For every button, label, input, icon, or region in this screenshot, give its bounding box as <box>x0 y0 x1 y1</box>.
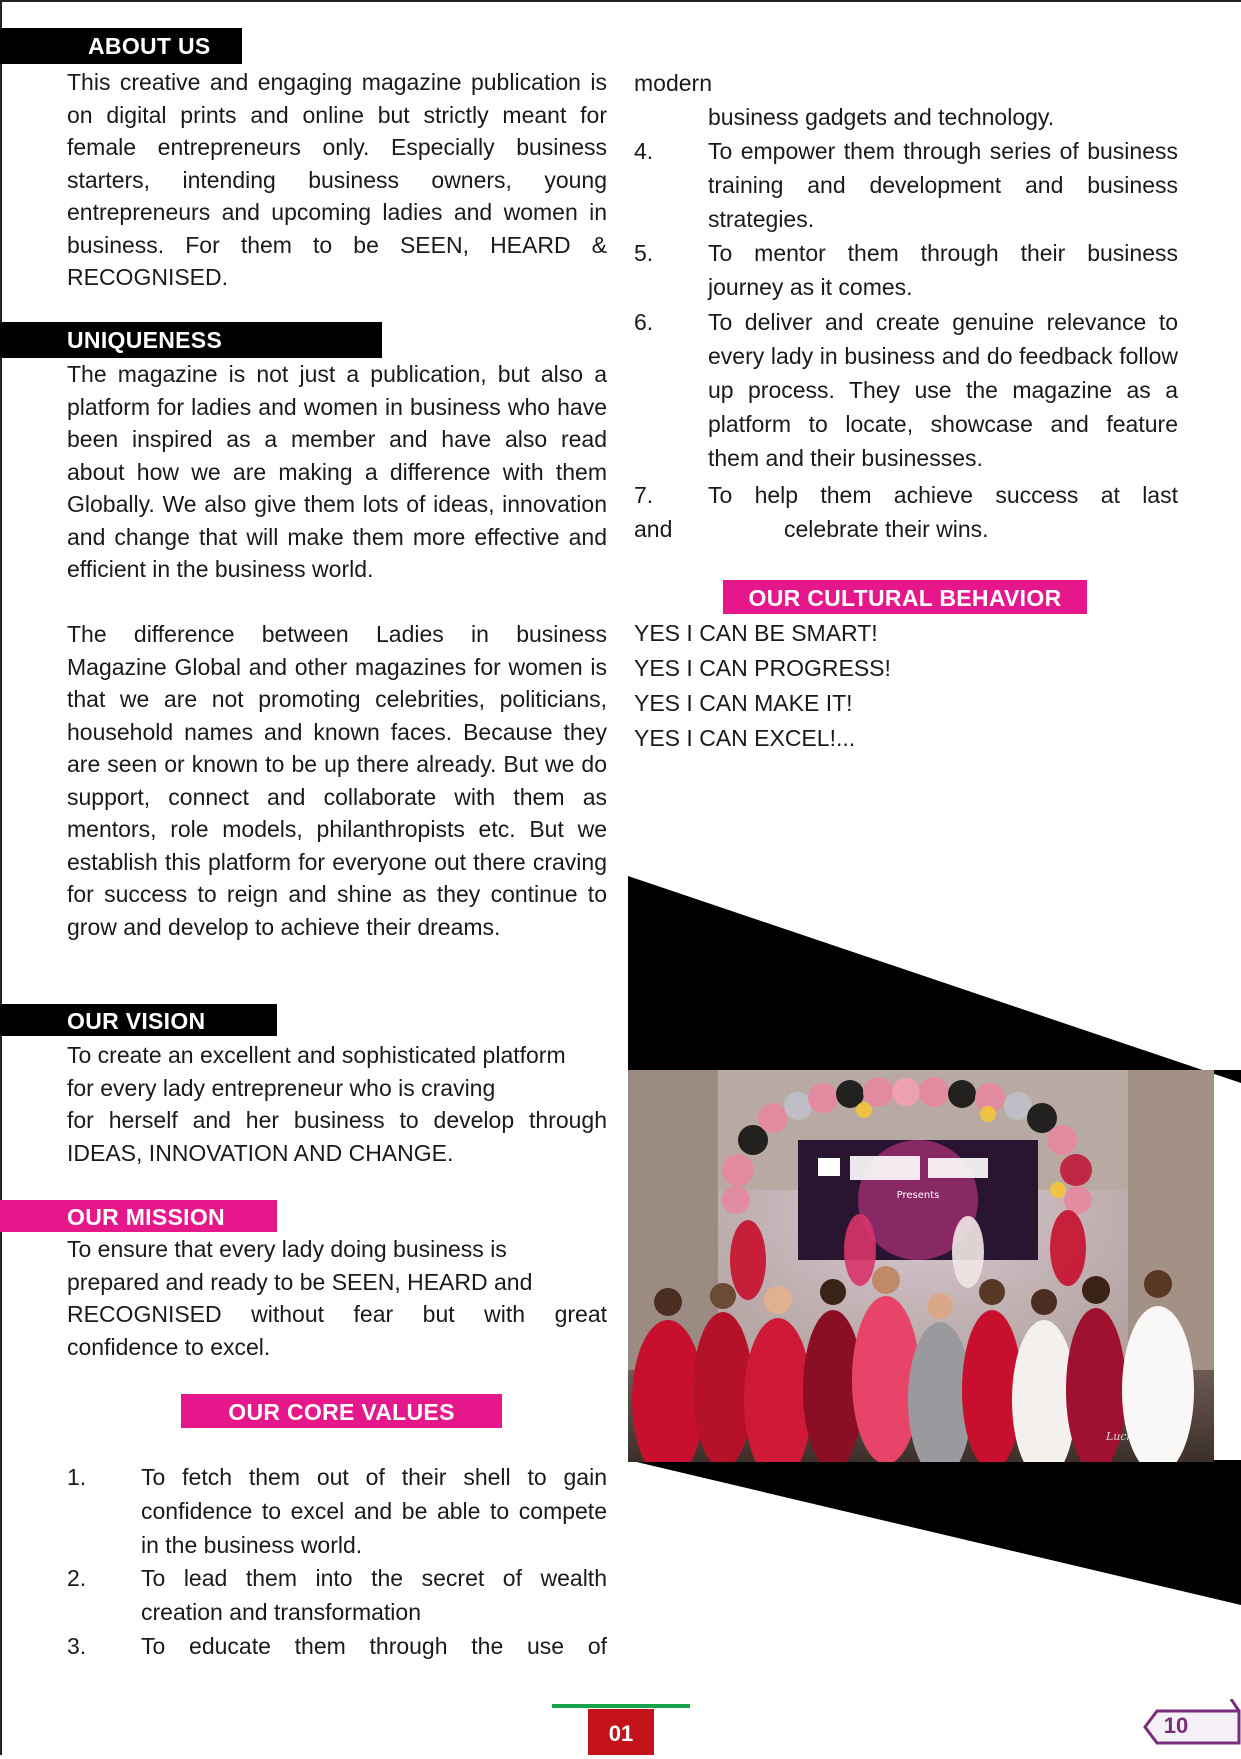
list-number: 1. <box>67 1464 87 1490</box>
cultural-line-4: YES I CAN EXCEL!... <box>634 725 856 751</box>
core-values-heading: OUR CORE VALUES <box>181 1394 502 1428</box>
event-group-photo <box>628 1070 1214 1462</box>
list-text: To deliver and create genuine relevance to every lady in business and do feedback follow up process. They use the magazine as a platform to locate, showcase and feature them and their businesses. <box>708 309 1178 471</box>
uniqueness-heading: UNIQUENESS <box>0 322 382 358</box>
mission-line-3: RECOGNISED without fear but with great confidence to excel. <box>67 1301 607 1360</box>
vision-text <box>67 1039 607 1169</box>
vision-heading: OUR VISION <box>0 1004 277 1036</box>
list-number: 2. <box>67 1565 87 1591</box>
about-heading: ABOUT US <box>0 28 242 64</box>
list-text: To fetch them out of their shell to gain confidence to excel and be able to compete in the business world. <box>141 1464 607 1558</box>
list-text: To mentor them through their business journey as it comes. <box>708 240 1178 300</box>
footer-green-line <box>552 1704 690 1708</box>
vision-line-3: for herself and her business to develop through IDEAS, INNOVATION AND CHANGE. <box>67 1107 607 1166</box>
vision-line-1: To create an excellent and sophisticated platform <box>67 1042 566 1068</box>
uniqueness-text-2: The difference between Ladies in business Magazine Global and other magazines for women is that we are not promoting celebrities, politicians, household names and known faces. Because they are seen or known to be up there already. But we do support, connect and collaborate with them as mentors, role models, philanthropists etc. But we establish this platform for everyone out there craving for success to reign and shine as they continue to grow and develop to achieve their dreams. <box>67 621 607 940</box>
cultural-line-3: YES I CAN MAKE IT! <box>634 690 853 716</box>
mission-line-2: prepared and ready to be SEEN, HEARD and <box>67 1268 533 1295</box>
photo-backdrop-text: Presents <box>896 1190 940 1201</box>
core-value-item-3-continued: modern <box>634 70 712 96</box>
photo-signature: Lucky <box>1106 1430 1140 1443</box>
core-value-item-7-and: and <box>634 516 673 542</box>
about-text: This creative and engaging magazine publication is on digital prints and online but strictly meant for female entrepreneurs only. Especially business starters, intending business owners, young entrepreneurs and upcoming ladies and women in business. For them to be SEEN, HEARD & RECOGNISED. <box>67 69 607 290</box>
mission-text <box>67 1233 607 1363</box>
list-text: To help them achieve success at last <box>708 482 1178 508</box>
vision-line-2: for every lady entrepreneur who is craving <box>67 1074 496 1101</box>
list-number: 5. <box>634 240 654 266</box>
cultural-heading: OUR CULTURAL BEHAVIOR <box>723 580 1087 614</box>
uniqueness-text-1: The magazine is not just a publication, but also a platform for ladies and women in business who have been inspired as a member and have also read about how we are making a difference with them Globally. We also give them lots of ideas, innovation and change that will make them more effective and efficient in the business world. <box>67 361 607 582</box>
corner-page-number: 10 <box>1163 1713 1189 1738</box>
core-value-item-7-rest: celebrate their wins. <box>784 516 989 542</box>
list-number: 6. <box>634 309 654 335</box>
footer-page-number: 01 <box>588 1709 654 1755</box>
list-number: 7. <box>634 482 654 508</box>
list-text: To educate them through the use of <box>141 1633 607 1659</box>
list-number: 3. <box>67 1633 87 1659</box>
cultural-line-2: YES I CAN PROGRESS! <box>634 655 891 681</box>
list-number: 4. <box>634 138 654 164</box>
core-value-item-3-rest: business gadgets and technology. <box>708 104 1055 130</box>
cultural-line-1: YES I CAN BE SMART! <box>634 620 878 646</box>
list-text: To empower them through series of business training and development and business strategies. <box>708 138 1178 232</box>
mission-heading: OUR MISSION <box>0 1200 277 1232</box>
list-text: To lead them into the secret of wealth creation and transformation <box>141 1565 607 1625</box>
mission-line-1: To ensure that every lady doing business is <box>67 1236 507 1262</box>
